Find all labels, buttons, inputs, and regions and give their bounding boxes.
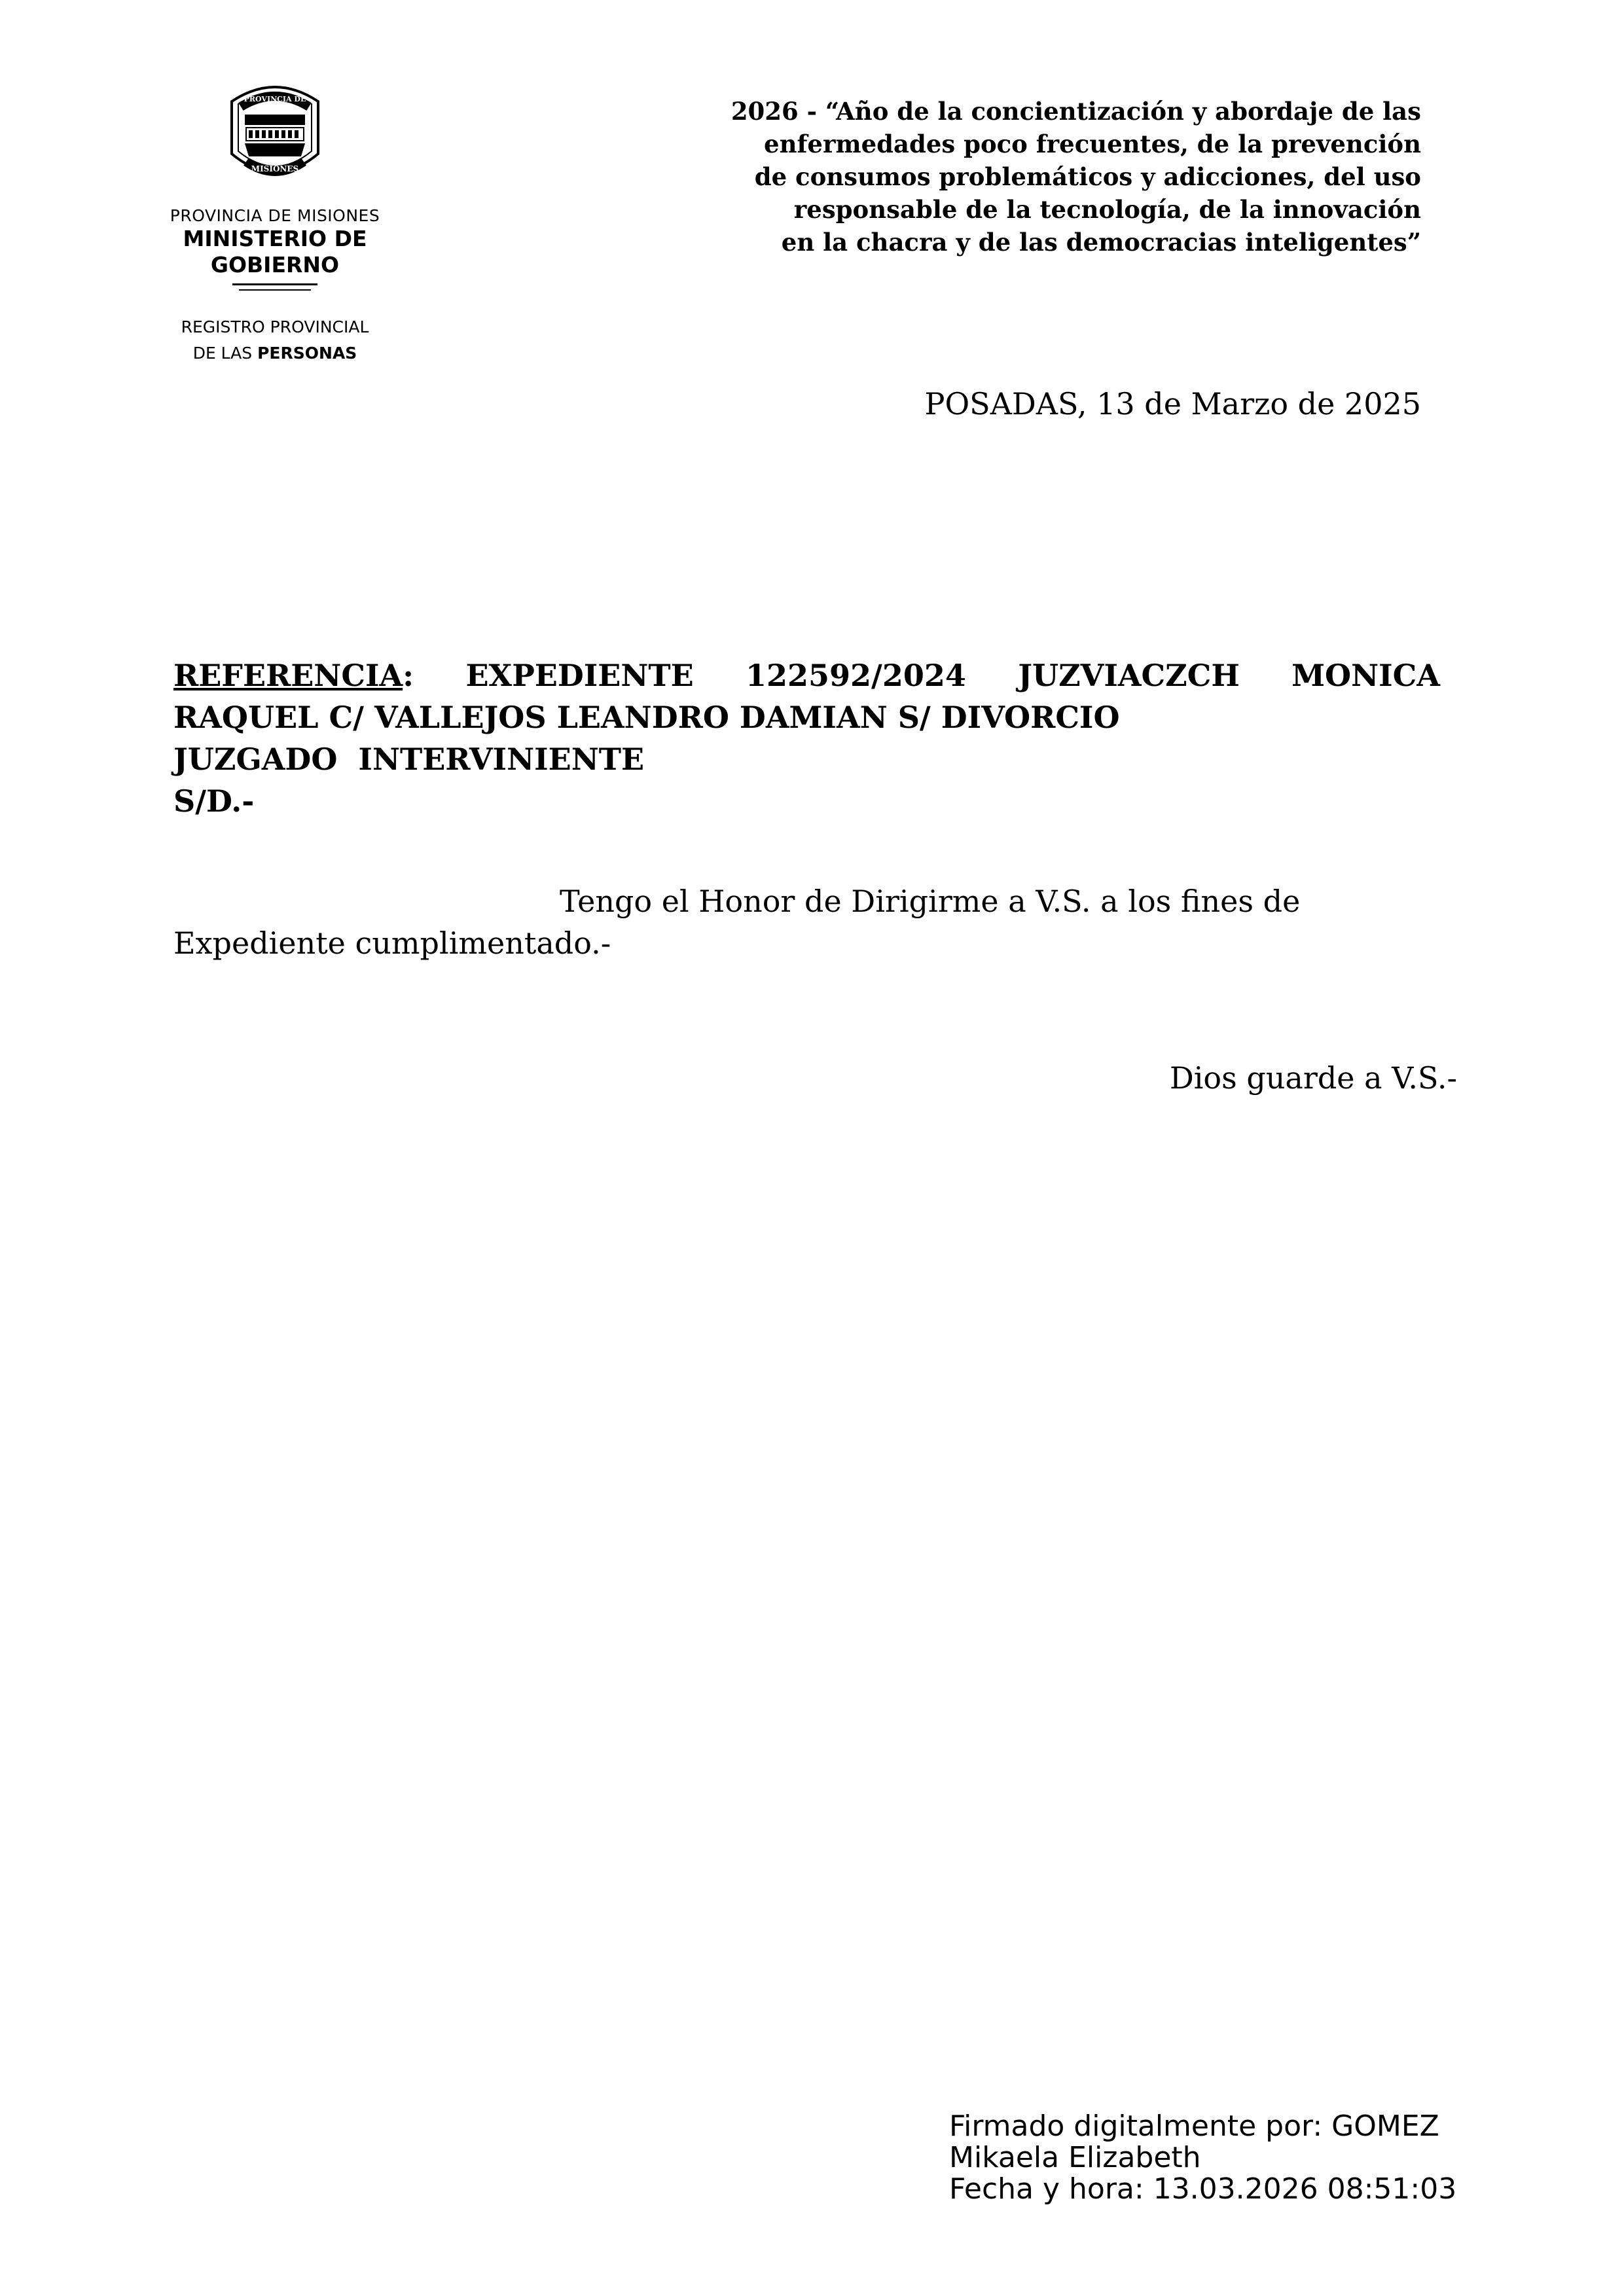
document-date: POSADAS, 13 de Marzo de 2025 (924, 386, 1421, 422)
reference-colon: : (403, 658, 414, 693)
body-line1: Tengo el Honor de Dirigirme a V.S. a los fines de (560, 884, 1301, 919)
reference-line4: S/D.- (173, 783, 255, 819)
reference-line1 (173, 655, 1440, 696)
reference-word: EXPEDIENTE (465, 658, 694, 693)
seal-text-top: PROVINCIA DE (244, 95, 306, 103)
reference-label-group (173, 655, 414, 696)
reference-word: MONICA (1291, 658, 1440, 693)
digital-signature (949, 2111, 1525, 2205)
registry-line2-prefix: DE LAS (192, 344, 258, 363)
registry-name (118, 314, 432, 367)
signature-line3: Fecha y hora: 13.03.2026 08:51:03 (949, 2172, 1457, 2206)
motto-line: 2026 - “Año de la concientización y abordaje de las (731, 97, 1421, 126)
institution-logo (118, 75, 432, 367)
registry-line2 (118, 340, 432, 367)
year-motto (609, 95, 1421, 259)
ministry-name: MINISTERIO DE GOBIERNO (183, 226, 367, 278)
province-name: PROVINCIA DE MISIONES (170, 206, 380, 225)
reference-block (173, 655, 1440, 822)
reference-line3: JUZGADO INTERVINIENTE (173, 742, 645, 777)
signature-line1: Firmado digitalmente por: GOMEZ (949, 2109, 1439, 2143)
motto-line: de consumos problemáticos y adicciones, del uso (754, 162, 1421, 191)
reference-line2: RAQUEL C/ VALLEJOS LEANDRO DAMIAN S/ DIVORCIO (173, 700, 1120, 735)
registry-line1: REGISTRO PROVINCIAL (181, 317, 369, 336)
body-line2: Expediente cumplimentado.- (173, 925, 611, 961)
reference-word: 122592/2024 (746, 658, 966, 693)
body-paragraph (173, 880, 1352, 964)
reference-label: REFERENCIA (173, 658, 403, 693)
provincia-de-misiones-seal-icon (223, 75, 327, 193)
motto-line: enfermedades poco frecuentes, de la prevención (764, 130, 1421, 158)
reference-word: JUZVIACZCH (1018, 658, 1240, 693)
logo-divider-short (239, 289, 311, 291)
motto-line: en la chacra y de las democracias inteligentes” (781, 228, 1421, 257)
closing-salutation: Dios guarde a V.S.- (1169, 1060, 1457, 1096)
motto-line: responsable de la tecnología, de la innovación (793, 195, 1421, 224)
seal-text-bottom: MISIONES (251, 164, 299, 173)
logo-divider (232, 283, 317, 285)
registry-line2-bold: PERSONAS (257, 344, 357, 363)
signature-line2: Mikaela Elizabeth (949, 2141, 1201, 2174)
